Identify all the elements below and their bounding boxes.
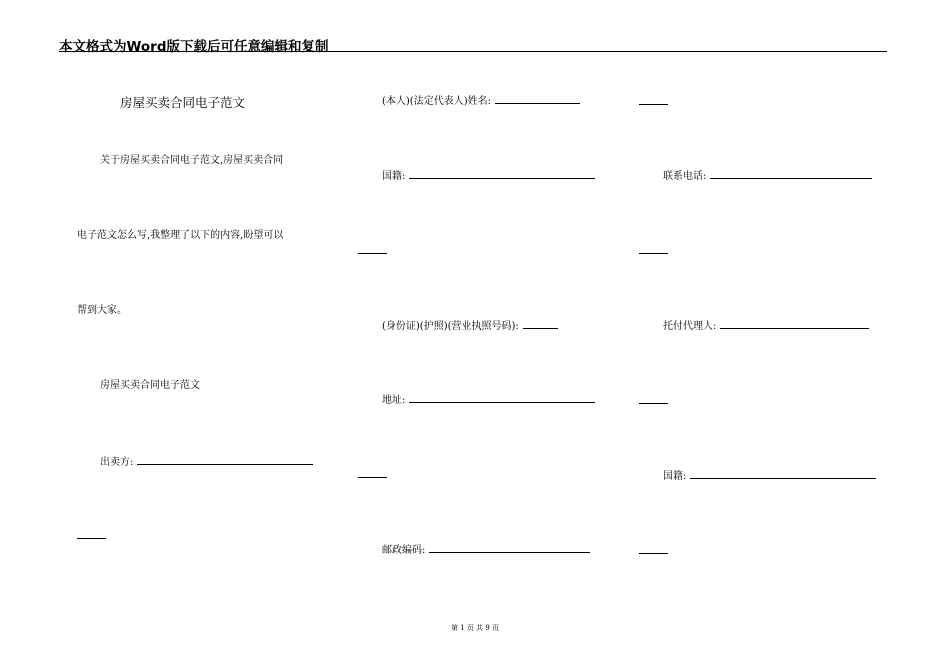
intro-line-2: 电子范文怎么写,我整理了以下的内容,盼望可以: [77, 230, 284, 241]
postal-field: [382, 543, 590, 557]
nationality-label-1: 国籍:: [382, 171, 406, 182]
blank-stub: [639, 403, 668, 404]
phone-label: 联系电话:: [663, 171, 707, 182]
nationality-blank-1: [409, 169, 595, 179]
address-label: 地址:: [382, 395, 406, 406]
seller-blank: [137, 455, 313, 465]
nationality-blank-2: [690, 469, 876, 479]
intro-line-1: 关于房屋买卖合同电子范文,房屋买卖合同: [100, 155, 284, 166]
agent-label: 托付代理人:: [663, 321, 717, 332]
header-rule: [59, 51, 887, 52]
contract-subtitle: 房屋买卖合同电子范文: [100, 380, 200, 391]
blank-stub: [639, 553, 668, 554]
postal-label: 邮政编码:: [382, 545, 426, 556]
agent-blank: [720, 319, 869, 329]
seller-field: [100, 455, 313, 469]
postal-blank: [429, 543, 590, 553]
blank-stub: [358, 477, 387, 478]
seller-label: 出卖方:: [100, 457, 134, 468]
id-blank: [523, 319, 558, 329]
phone-field: [663, 169, 872, 183]
page-number: 第 1 页 共 9 页: [450, 624, 500, 632]
blank-stub: [639, 253, 668, 254]
id-label: (身份证)(护照)(营业执照号码):: [382, 321, 519, 332]
name-label: (本人)(法定代表人)姓名:: [382, 96, 491, 107]
blank-stub: [358, 253, 387, 254]
nationality-field-2: [663, 469, 876, 483]
nationality-field-1: [382, 169, 595, 183]
document-title: 房屋买卖合同电子范文: [120, 95, 246, 110]
blank-stub: [639, 104, 668, 105]
name-field: [382, 94, 580, 108]
document-header: 本文格式为Word版下载后可任意编辑和复制: [59, 39, 329, 55]
id-field: [382, 319, 558, 333]
address-blank: [409, 393, 595, 403]
agent-field: [663, 319, 869, 333]
blank-stub: [77, 538, 106, 539]
nationality-label-2: 国籍:: [663, 471, 687, 482]
address-field: [382, 393, 595, 407]
intro-line-3: 帮到大家。: [77, 305, 127, 316]
phone-blank: [710, 169, 872, 179]
name-blank: [495, 94, 580, 104]
